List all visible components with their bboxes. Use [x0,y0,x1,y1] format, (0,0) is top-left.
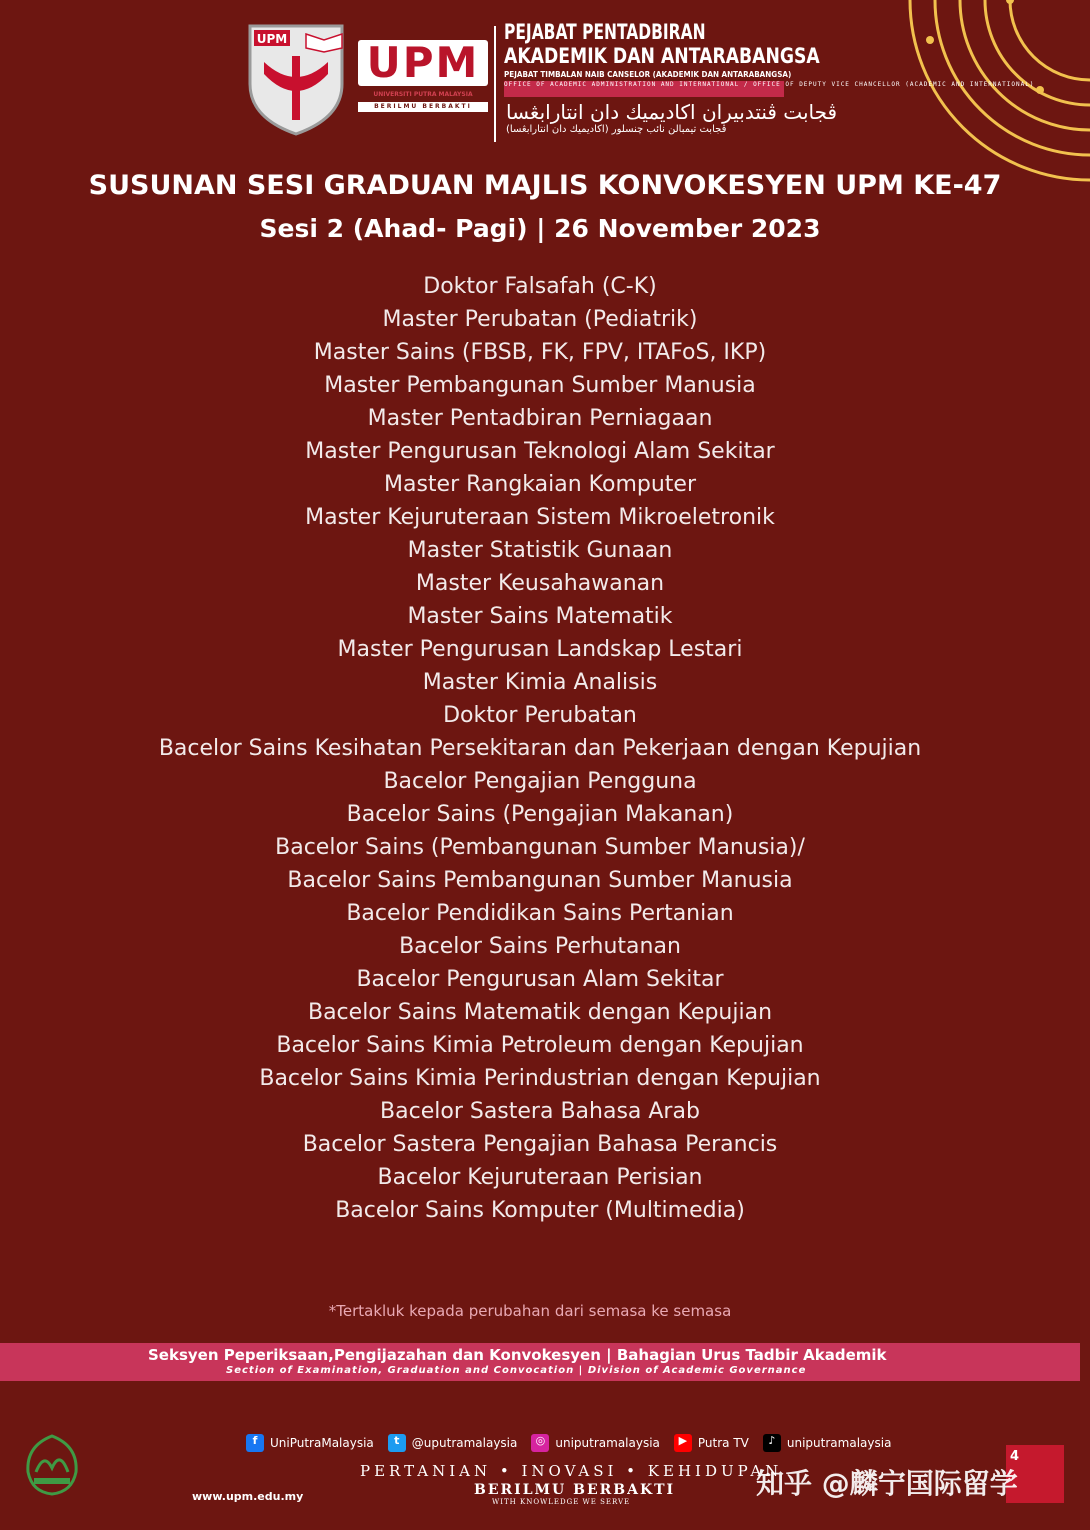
twitter-icon: t [388,1434,406,1452]
programme-item: Master Keusahawanan [415,571,665,596]
website-link[interactable]: www.upm.edu.my [192,1490,304,1503]
berilmu-berbakti-logo: BERILMU BERBAKTI [474,1482,676,1498]
programme-item: Bacelor Sains (Pembangunan Sumber Manusia)/ [275,835,805,860]
office-subtitle: PEJABAT TIMBALAN NAIB CANSELOR (AKADEMIK DAN ANTARABANGSA) [504,70,792,79]
programme-item: Bacelor Sains Matematik dengan Kepujian [307,1000,773,1025]
programme-item: Master Sains Matematik [407,604,673,629]
header-logo-block [240,18,1035,148]
programme-item: Master Pentadbiran Perniagaan [367,406,713,431]
programme-item: Doktor Perubatan [443,703,637,728]
programme-item: Bacelor Pendidikan Sains Pertanian [346,901,734,926]
social-links [246,1432,891,1454]
programme-item: Master Statistik Gunaan [407,538,673,563]
social-label: @uputramalaysia [411,1436,518,1450]
upm-shield-logo [246,22,346,136]
programme-item: Bacelor Sains Kimia Petroleum dengan Kepujian [276,1033,804,1058]
programme-item: Bacelor Kejuruteraan Perisian [377,1165,703,1190]
programme-item: Master Pengurusan Teknologi Alam Sekitar [305,439,775,464]
social-label: UniPutraMalaysia [270,1436,374,1450]
programme-item: Master Pengurusan Landskap Lestari [337,637,743,662]
office-english-strip: OFFICE OF ACADEMIC ADMINISTRATION AND INTERNATIONAL / OFFICE OF DEPUTY VICE CHANCELLOR (ACADEMIC AND INTERNATIONAL) [504,81,784,97]
header-divider [494,26,496,142]
session-subtitle: Sesi 2 (Ahad- Pagi) | 26 November 2023 [259,214,821,243]
programme-item: Master Pembangunan Sumber Manusia [324,373,756,398]
al-falah-logo [20,1432,84,1498]
tiktok-icon: ♪ [763,1434,781,1452]
programme-item: Bacelor Sains Komputer (Multimedia) [335,1198,745,1223]
programme-item: Bacelor Sains Kimia Perindustrian dengan Kepujian [259,1066,821,1091]
instagram-icon: ◎ [531,1434,549,1452]
social-link[interactable] [763,1432,892,1454]
university-motto: PERTANIAN • INOVASI • KEHIDUPAN [360,1462,783,1480]
disclaimer-note: *Tertakluk kepada perubahan dari semasa ke semasa [328,1302,732,1320]
social-link[interactable] [246,1432,374,1454]
watermark-text: 知乎 @麟宁国际留学 [756,1467,1018,1500]
programme-list [0,274,1080,1231]
poster-title: SUSUNAN SESI GRADUAN MAJLIS KONVOKESYEN UPM KE-47 [88,170,1002,201]
youtube-icon: ▶ [674,1434,692,1452]
programme-item: Bacelor Sains Pembangunan Sumber Manusia [287,868,793,893]
upm-tagline: BERILMU BERBAKTI [358,102,488,112]
berilmu-subtext: WITH KNOWLEDGE WE SERVE [492,1498,631,1506]
office-title-line2: AKADEMIK DAN ANTARABANGSA [504,44,820,68]
office-jawi-title: ڤجابت ڤنتدبيران اكاديميك دان انتارابڠسا [506,100,838,124]
programme-item: Bacelor Sains (Pengajian Makanan) [346,802,734,827]
shield-upm-text: UPM [256,32,288,46]
banner-sub-text: Section of Examination, Graduation and Convocation | Division of Academic Governance [226,1365,807,1376]
banner-main-text: Seksyen Peperiksaan,Pengijazahan dan Konvokesyen | Bahagian Urus Tadbir Akademik [148,1346,887,1364]
office-title-line1: PEJABAT PENTADBIRAN [504,20,706,44]
sdg-number: 4 [1010,1449,1020,1464]
social-link[interactable] [674,1432,749,1454]
upm-wordmark: UPM [358,40,488,86]
social-label: Putra TV [697,1436,749,1450]
section-banner [0,1343,1080,1381]
programme-item: Bacelor Sastera Pengajian Bahasa Perancis [302,1132,778,1157]
programme-item: Master Sains (FBSB, FK, FPV, ITAFoS, IKP) [313,340,767,365]
office-jawi-subtitle: (ڤجابت تيمبالن نائب چنسلور (اكاديميك دان انتارابڠسا [506,124,727,135]
social-link[interactable] [531,1432,660,1454]
programme-item: Master Kejuruteraan Sistem Mikroeletronik [305,505,775,530]
social-link[interactable] [388,1432,518,1454]
programme-item: Bacelor Pengajian Pengguna [383,769,697,794]
programme-item: Master Perubatan (Pediatrik) [382,307,698,332]
programme-item: Doktor Falsafah (C-K) [423,274,657,299]
programme-item: Bacelor Pengurusan Alam Sekitar [356,967,724,992]
social-label: uniputramalaysia [555,1436,660,1450]
programme-item: Master Rangkaian Komputer [383,472,697,497]
programme-item: Bacelor Sains Perhutanan [399,934,681,959]
programme-item: Bacelor Sains Kesihatan Persekitaran dan Pekerjaan dengan Kepujian [158,736,922,761]
social-label: uniputramalaysia [786,1436,892,1450]
facebook-icon: f [246,1434,264,1452]
programme-item: Bacelor Sastera Bahasa Arab [380,1099,700,1124]
university-name: UNIVERSITI PUTRA MALAYSIA [373,91,473,98]
programme-item: Master Kimia Analisis [422,670,658,695]
